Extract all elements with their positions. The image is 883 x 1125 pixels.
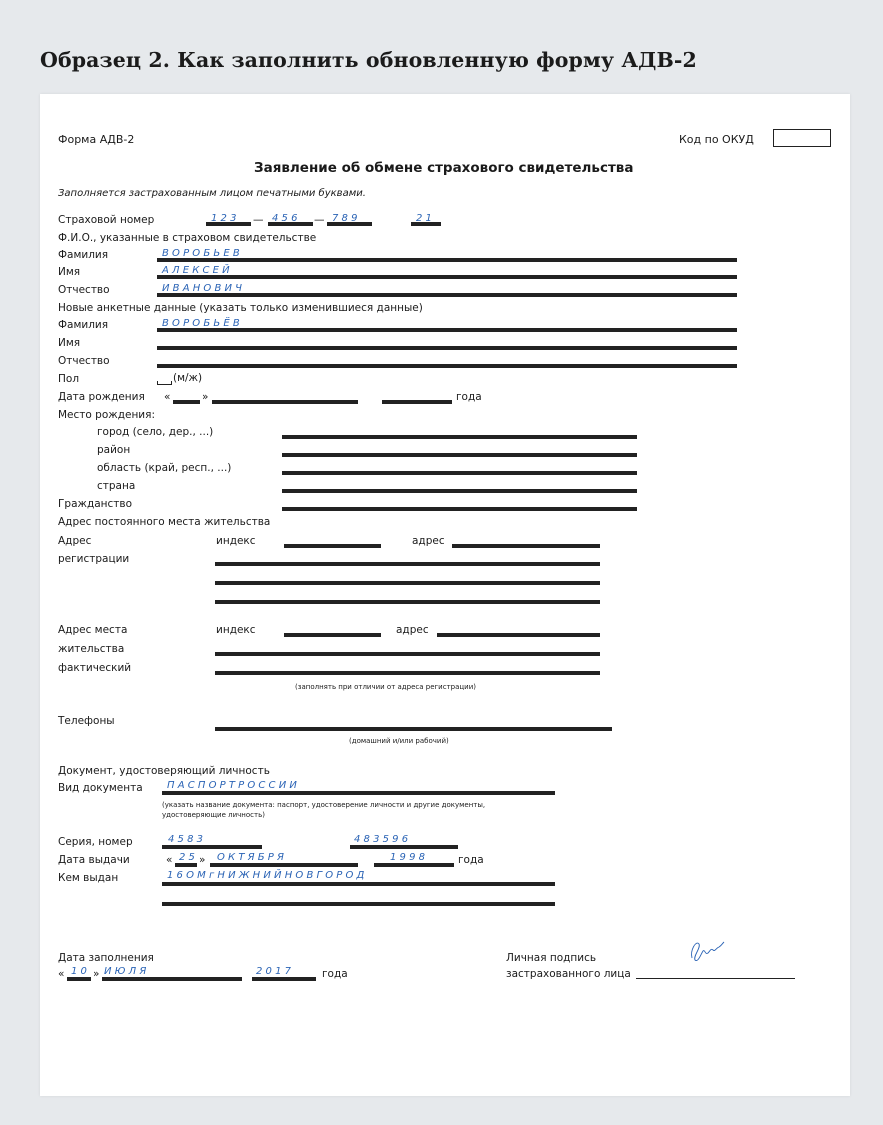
city-field[interactable] (282, 435, 637, 439)
signature-field[interactable] (636, 978, 795, 979)
snils-value-3: 7 8 9 (332, 213, 358, 224)
birth-quote-open: « (164, 391, 171, 403)
sex-label: Пол (58, 373, 80, 385)
form-adv2 (40, 94, 850, 1096)
issue-date-label: Дата выдачи (58, 854, 130, 866)
signature-label-1: Личная подпись (506, 952, 597, 964)
issued-by-label: Кем выдан (58, 872, 119, 884)
instruction: Заполняется застрахованным лицом печатными буквами. (58, 188, 366, 199)
issue-quote-close: » (199, 854, 206, 866)
patronymic-value: И В А Н О В И Ч (162, 283, 243, 294)
district-field[interactable] (282, 453, 637, 457)
region-field[interactable] (282, 471, 637, 475)
doc-type-label: Вид документа (58, 782, 143, 794)
issued-by-field-2[interactable] (162, 902, 555, 906)
new-data-label: Новые анкетные данные (указать только изменившиеся данные) (58, 302, 423, 314)
birth-year-field[interactable] (382, 400, 452, 404)
new-surname-label: Фамилия (58, 319, 109, 331)
country-label: страна (97, 480, 136, 492)
number-value: 4 8 3 5 9 6 (354, 834, 409, 845)
actual-address-hint: (заполнять при отличии от адреса регистрации) (295, 683, 476, 691)
birth-year-suffix: года (456, 391, 482, 403)
signature-scribble-icon (686, 936, 728, 964)
issued-by-value: 1 6 О М г Н И Ж Н И Й Н О В Г О Р О Д (167, 870, 365, 881)
snils-value-1: 1 2 3 (211, 213, 237, 224)
issue-month-field[interactable] (210, 863, 358, 867)
issue-quote-open: « (166, 854, 173, 866)
birth-quote-close: » (202, 391, 209, 403)
name-field[interactable] (157, 275, 737, 279)
new-patronymic-field[interactable] (157, 364, 737, 368)
reg-address-field-1[interactable] (452, 544, 600, 548)
form-title: Заявление об обмене страхового свидетельства (254, 160, 634, 176)
actual-address-label-2: жительства (58, 643, 125, 655)
actual-index-label: индекс (216, 624, 256, 636)
fill-year-field[interactable] (252, 977, 316, 981)
actual-address-word: адрес (396, 624, 429, 636)
fill-year-value: 2 0 1 7 (256, 966, 291, 977)
reg-index-label: индекс (216, 535, 256, 547)
citizenship-field[interactable] (282, 507, 637, 511)
region-label: область (край, респ., ...) (97, 462, 232, 474)
fill-quote-close: » (93, 968, 100, 980)
fill-day-value: 1 0 (71, 966, 87, 977)
new-patronymic-label: Отчество (58, 355, 110, 367)
issued-by-field-1[interactable] (162, 882, 555, 886)
reg-index-field[interactable] (284, 544, 381, 548)
fill-quote-open: « (58, 968, 65, 980)
birth-day-field[interactable] (173, 400, 200, 404)
actual-address-label-1: Адрес места (58, 624, 128, 636)
issue-month-value: О К Т Я Б Р Я (217, 852, 284, 863)
okud-label: Код по ОКУД (679, 133, 754, 146)
doc-hint-2: удостоверяющие личность) (162, 811, 265, 819)
new-surname-field[interactable] (157, 328, 737, 332)
fio-section-label: Ф.И.О., указанные в страховом свидетельстве (58, 232, 317, 244)
snils-value-2: 4 5 6 (272, 213, 298, 224)
series-number-label: Серия, номер (58, 836, 133, 848)
doc-type-field[interactable] (162, 791, 555, 795)
form-name: Форма АДВ-2 (58, 133, 135, 146)
new-name-field[interactable] (157, 346, 737, 350)
patronymic-label: Отчество (58, 284, 110, 296)
country-field[interactable] (282, 489, 637, 493)
series-value: 4 5 8 3 (168, 834, 203, 845)
sex-field[interactable] (157, 381, 172, 385)
snils-label: Страховой номер (58, 214, 155, 226)
fill-year-suffix: года (322, 968, 348, 980)
birth-place-label: Место рождения: (58, 409, 155, 421)
actual-address-label-3: фактический (58, 662, 132, 674)
okud-box[interactable] (773, 129, 831, 147)
new-name-label: Имя (58, 337, 81, 349)
district-label: район (97, 444, 131, 456)
actual-index-field[interactable] (284, 633, 381, 637)
surname-field[interactable] (157, 258, 737, 262)
name-label: Имя (58, 266, 81, 278)
actual-address-field-2[interactable] (215, 652, 600, 656)
snils-dash-2: — (314, 214, 325, 226)
page-heading: Образец 2. Как заполнить обновленную форму АДВ-2 (40, 48, 697, 72)
reg-address-word: адрес (412, 535, 445, 547)
birth-month-field[interactable] (212, 400, 358, 404)
name-value: А Л Е К С Е Й (162, 265, 230, 276)
citizenship-label: Гражданство (58, 498, 133, 510)
sex-hint: (м/ж) (173, 372, 203, 384)
snils-dash-1: — (253, 214, 264, 226)
city-label: город (село, дер., ...) (97, 426, 214, 438)
issue-year-field[interactable] (374, 863, 454, 867)
reg-address-label-1: Адрес (58, 535, 92, 547)
issue-year-value: 1 9 9 8 (390, 852, 425, 863)
phones-label: Телефоны (58, 715, 115, 727)
new-surname-value: В О Р О Б Ь Ё В (162, 318, 240, 329)
signature-label-2: застрахованного лица (506, 968, 631, 980)
address-section-label: Адрес постоянного места жительства (58, 516, 271, 528)
surname-label: Фамилия (58, 249, 109, 261)
reg-address-label-2: регистрации (58, 553, 130, 565)
doc-type-value: П А С П О Р Т Р О С С И И (167, 780, 297, 791)
doc-hint-1: (указать название документа: паспорт, удостоверение личности и другие документы, (162, 801, 486, 809)
series-field[interactable] (162, 845, 262, 849)
actual-address-field-3[interactable] (215, 671, 600, 675)
patronymic-field[interactable] (157, 293, 737, 297)
phones-hint: (домашний и/или рабочий) (349, 737, 449, 745)
issue-day-value: 2 5 (179, 852, 195, 863)
fill-month-value: И Ю Л Я (104, 966, 147, 977)
phones-field[interactable] (215, 727, 612, 731)
number-field[interactable] (350, 845, 458, 849)
issue-year-suffix: года (458, 854, 484, 866)
reg-address-field-3[interactable] (215, 581, 600, 585)
issue-day-field[interactable] (175, 863, 197, 867)
surname-value: В О Р О Б Ь Е В (162, 248, 240, 259)
fill-date-label: Дата заполнения (58, 952, 154, 964)
snils-value-4: 2 1 (416, 213, 432, 224)
reg-address-field-2[interactable] (215, 562, 600, 566)
fill-month-field[interactable] (102, 977, 242, 981)
id-doc-label: Документ, удостоверяющий личность (58, 765, 270, 777)
birth-date-label: Дата рождения (58, 391, 145, 403)
fill-day-field[interactable] (67, 977, 91, 981)
reg-address-field-4[interactable] (215, 600, 600, 604)
actual-address-field-1[interactable] (437, 633, 600, 637)
